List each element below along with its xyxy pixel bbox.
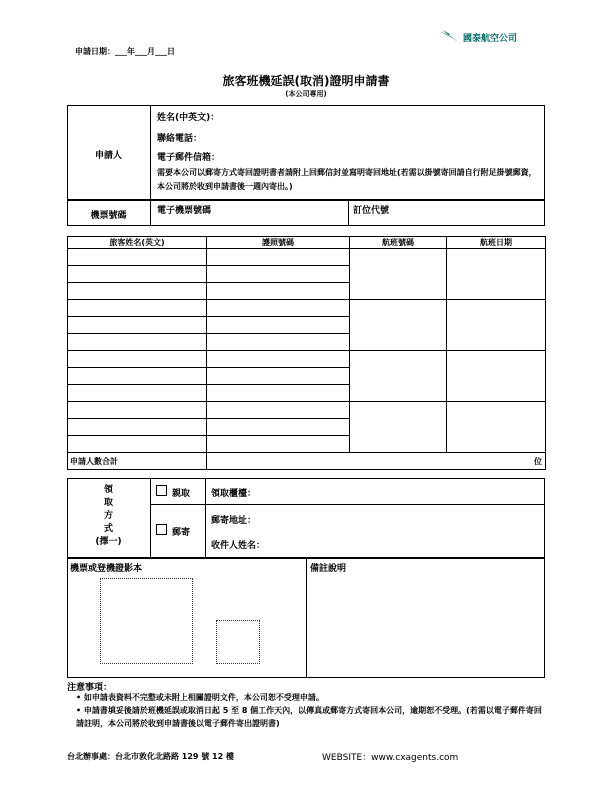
delivery-label: 領 取 方 式 (擇一) <box>95 485 122 547</box>
table-row <box>68 300 546 317</box>
page-title: 旅客班機延誤(取消)證明申請書 <box>222 74 390 88</box>
name-field[interactable]: 姓名(中英文)： <box>157 113 220 123</box>
pickup-counter-field[interactable]: 領取櫃檯： <box>211 489 257 499</box>
total-unit[interactable]: 位 <box>207 453 546 470</box>
notes-item-2: • 申請書填妥後請於班機延誤或取消日起 5 至 8 個工作天內，以傳真或郵寄方式寄回本公司，逾期恕不受理。(若需以電子郵件寄回請註明，本公司將於收到申請書後以電子郵件寄出證明書) <box>76 706 542 728</box>
e-ticket-field[interactable]: 電子機票號碼 <box>157 206 212 216</box>
email-field[interactable]: 電子郵件信箱： <box>157 153 221 163</box>
phone-field[interactable]: 聯絡電話： <box>157 134 203 144</box>
applicant-label: 申請人 <box>94 151 122 161</box>
total-label: 申請人數合計 <box>68 453 207 470</box>
header-flight-date: 航班日期 <box>447 237 546 249</box>
header-flight-number: 航班號碼 <box>350 237 447 249</box>
recipient-name-field[interactable]: 收件人姓名： <box>211 541 266 551</box>
passenger-table <box>67 236 546 470</box>
pickup-label: 親取 <box>172 489 191 499</box>
airline-logo-icon <box>440 28 462 46</box>
mail-checkbox[interactable] <box>156 524 167 535</box>
airline-name: 國泰航空公司 <box>463 34 518 44</box>
mail-label: 郵寄 <box>172 528 191 538</box>
notes-heading: 注意事項： <box>67 683 113 693</box>
ticket-paste-area[interactable] <box>100 578 193 664</box>
page-subtitle: (本公司專用) <box>285 90 327 98</box>
website-link[interactable]: WEBSITE：www.cxagents.com <box>322 753 459 763</box>
ticket-copy-label: 機票或登機證影本 <box>70 564 143 574</box>
application-date: 申請日期：___年___月___日 <box>75 47 175 56</box>
table-row <box>68 402 546 419</box>
pickup-checkbox[interactable] <box>156 485 167 496</box>
table-row <box>68 249 546 266</box>
booking-code-field[interactable]: 訂位代號 <box>353 206 390 216</box>
table-row <box>68 351 546 368</box>
header-passenger-name: 旅客姓名(英文) <box>68 237 207 249</box>
notes-item-1: • 如申請表資料不完整或未附上相關證明文件，本公司恕不受理申請。 <box>76 693 324 702</box>
remarks-label: 備註說明 <box>310 564 347 574</box>
mail-address-field[interactable]: 郵寄地址： <box>211 516 257 526</box>
mailing-note: 需要本公司以郵寄方式寄回證明書者請附上回郵信封並寫明寄回地址(若需以掛號寄回請自行附足掛號郵資，本公司將於收到申請書後一週內寄出。) <box>157 168 537 191</box>
header-passport-number: 護照號碼 <box>207 237 350 249</box>
boarding-pass-paste-area[interactable] <box>216 620 260 664</box>
ticket-label: 機票號碼 <box>90 211 127 221</box>
office-address: 台北辦事處：台北市敦化北路路 129 號 12 樓 <box>67 752 234 761</box>
